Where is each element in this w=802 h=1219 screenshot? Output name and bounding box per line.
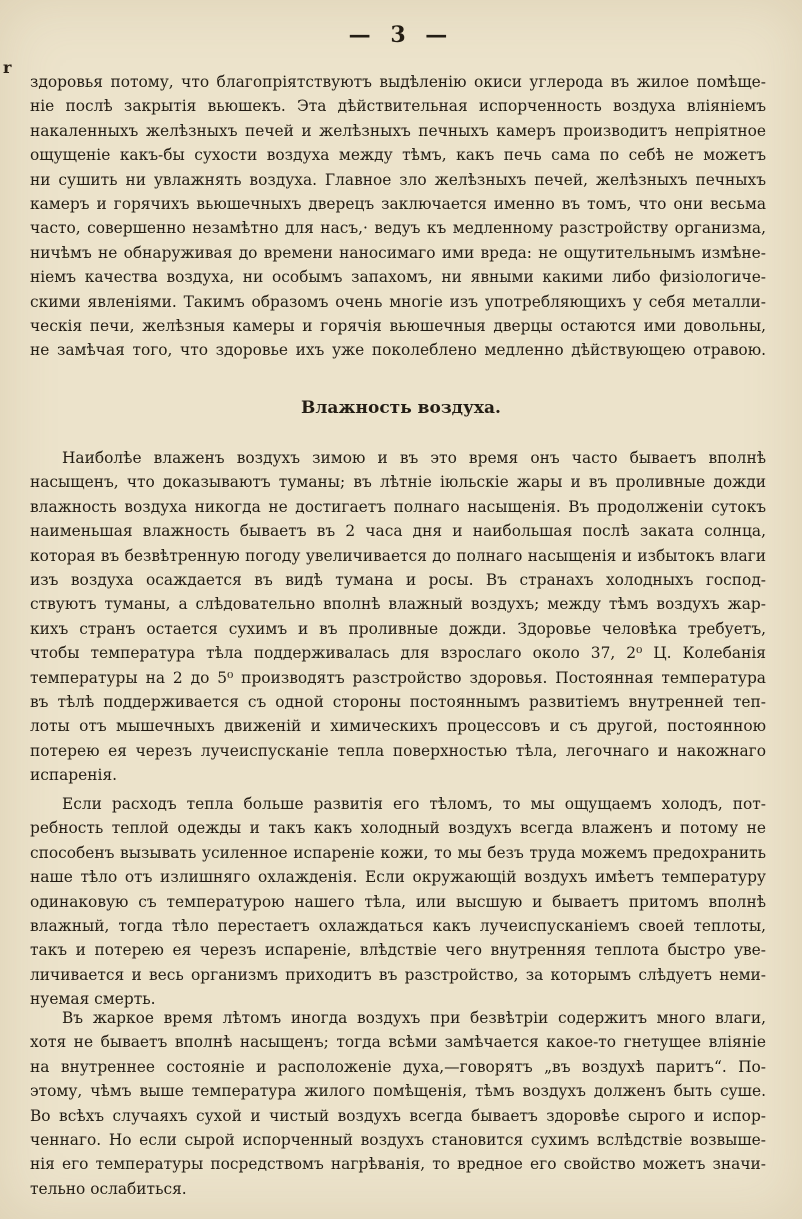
text-line: чтобы температура тѣла поддерживалась для взрослаго около 37, 2⁰ Ц. Колебанія (30, 644, 766, 663)
text-line: наименьшая влажность бываетъ въ 2 часа дня и наибольшая послѣ заката солнца, (30, 522, 766, 541)
text-line: которая въ безвѣтренную погоду увеличивается до полнаго насыщенія и избытокъ влаги (30, 546, 766, 565)
text-line: испаренія. (30, 766, 118, 785)
text-line: Если расходъ тепла больше развитія его тѣломъ, то мы ощущаемъ холодъ, пот- (62, 795, 766, 813)
paragraph-1 (30, 70, 766, 363)
text-line: ребность теплой одежды и такъ какъ холодный воздухъ всегда влаженъ и потому не (30, 819, 766, 838)
text-line: кихъ странъ остается сухимъ и въ проливные дожди. Здоровье человѣка требуетъ, (30, 619, 766, 638)
text-line: Во всѣхъ случаяхъ сухой и чистый воздухъ всегда бываетъ здоровѣе сырого и испор- (30, 1106, 766, 1125)
text-line: личивается и весь организмъ приходитъ въ разстройство, за которымъ слѣдуетъ неми- (30, 965, 766, 984)
text-line: способенъ вызывать усиленное испареніе кожи, то мы безъ труда можемъ предохранить (30, 843, 766, 862)
text-line: накаленныхъ желѣзныхъ печей и желѣзныхъ печныхъ камеръ производитъ непріятное (30, 121, 766, 140)
text-line: Наиболѣе влаженъ воздухъ зимою и въ это время онъ часто бываетъ вполнѣ (62, 449, 766, 467)
text-line: ческія печи, желѣзныя камеры и горячія вьюшечныя дверцы остаются ими довольны, (30, 316, 766, 335)
text-line: не замѣчая того, что здоровье ихъ уже поколеблено медленно дѣйствующею отравою. (30, 341, 766, 360)
paragraph-3 (30, 792, 766, 1012)
text-line: этому, чѣмъ выше температура жилого помѣщенія, тѣмъ воздухъ долженъ быть суше. (30, 1082, 766, 1101)
text-line: часто, совершенно незамѣтно для насъ,· ведуъ къ медленному разстройству организма, (30, 219, 766, 238)
text-line: ніемъ качества воздуха, ни особымъ запахомъ, ни явными какими либо физіологиче- (30, 268, 766, 287)
paragraph-4 (30, 1006, 766, 1201)
text-line: на внутреннее состояніе и расположеніе духа,—говорятъ „въ воздухѣ паритъ“. По- (30, 1057, 766, 1076)
text-line: тельно ослабиться. (30, 1179, 187, 1198)
text-line: такъ и потерею ея черезъ испареніе, влѣдствіе чего внутренняя теплота быстро уве- (30, 941, 766, 960)
text-line: температуры на 2 до 5⁰ производятъ разстройство здоровья. Постоянная температура (30, 668, 766, 687)
text-line: ченнаго. Но если сырой испорченный воздухъ становится сухимъ вслѣдствіе возвыше- (30, 1130, 766, 1149)
text-line: влажный, тогда тѣло перестаетъ охлаждаться какъ лучеиспусканіемъ своей теплоты, (30, 916, 766, 935)
paragraph-2 (30, 446, 766, 787)
text-line: влажность воздуха никогда не достигаетъ полнаго насыщенія. Въ продолженіи сутокъ (30, 497, 766, 516)
text-line: нуемая смерть. (30, 990, 156, 1009)
text-line: нія его температуры посредствомъ нагрѣванія, то вредное его свойство можетъ значи- (30, 1155, 766, 1174)
text-line: наше тѣло отъ излишняго охлажденія. Если окружающій воздухъ имѣетъ температуру (30, 868, 766, 887)
text-line: въ тѣлѣ поддерживается съ одной стороны постояннымъ развитіемъ внутренней теп- (30, 692, 766, 711)
text-line: скими явленіями. Такимъ образомъ очень многіе изъ употребляющихъ у себя металли- (30, 292, 766, 311)
text-line: потерею ея черезъ лучеиспусканіе тепла поверхностью тѣла, легочнаго и накожнаго (30, 741, 766, 760)
text-line: ніе послѣ закрытія вьюшекъ. Эта дѣйствительная испорченность воздуха вліяніемъ (30, 97, 766, 116)
text-line: ствуютъ туманы, а слѣдовательно вполнѣ влажный воздухъ; между тѣмъ воздухъ жар- (30, 595, 766, 614)
margin-mark: r (3, 58, 12, 77)
text-line: ни сушить ни увлажнять воздуха. Главное зло желѣзныхъ печей, желѣзныхъ печныхъ (30, 170, 766, 189)
section-heading: Влажность воздуха. (301, 398, 501, 418)
text-line: Въ жаркое время лѣтомъ иногда воздухъ при безвѣтріи содержитъ много влаги, (62, 1009, 766, 1027)
text-line: одинаковую съ температурою нашего тѣла, или высшую и бываетъ притомъ вполнѣ (30, 892, 766, 911)
text-line: ничѣмъ не обнаруживая до времени наносимаго ими вреда: не ощутительнымъ измѣне- (30, 243, 766, 262)
text-line: лоты отъ мышечныхъ движеній и химическихъ процессовъ и съ другой, постоянною (30, 717, 766, 736)
text-line: насыщенъ, что доказываютъ туманы; въ лѣтніе іюльскіе жары и въ проливные дожди (30, 473, 766, 492)
text-line: изъ воздуха осаждается въ видѣ тумана и росы. Въ странахъ холодныхъ господ- (30, 570, 766, 589)
page-number: — 3 — (348, 22, 454, 48)
text-line: ощущеніе какъ-бы сухости воздуха между тѣмъ, какъ печь сама по себѣ не можетъ (30, 146, 766, 165)
text-line: хотя не бываетъ вполнѣ насыщенъ; тогда всѣми замѣчается какое-то гнетущее вліяніе (30, 1033, 766, 1052)
text-line: здоровья потому, что благопріятствуютъ выдѣленію окиси углерода въ жилое помѣще- (30, 73, 766, 91)
text-line: камеръ и горячихъ вьюшечныхъ дверецъ заключается именно въ томъ, что они весьма (30, 194, 766, 213)
